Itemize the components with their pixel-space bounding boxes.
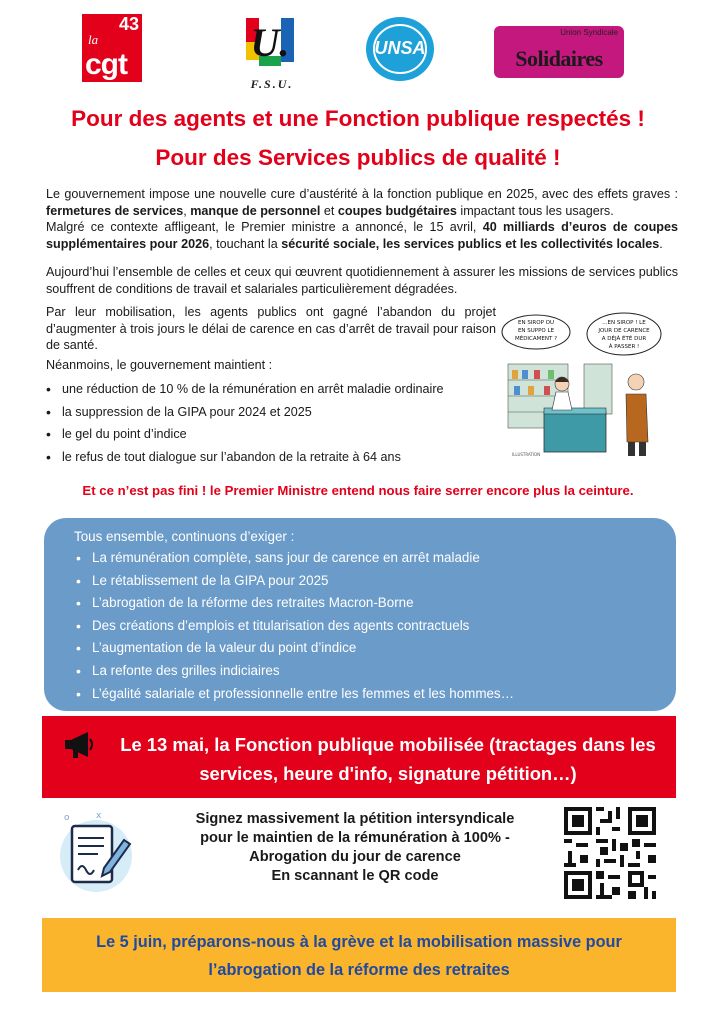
mobilisation-text: Le 13 mai, la Fonction publique mobilisée (tractages dans les services, heure d'info, signature pétition…) — [120, 734, 656, 784]
sub-title: Pour des Services publics de qualité ! — [155, 145, 561, 170]
p1-bold-2: manque de personnel — [190, 203, 321, 218]
svg-text:o: o — [64, 813, 70, 823]
demands-list — [74, 547, 676, 705]
measures-list — [46, 378, 486, 468]
p2-start: Malgré ce contexte affligeant, le Premier ministre a annoncé, le 15 avril, — [46, 220, 483, 234]
p1-end: impactant tous les usagers. — [456, 203, 614, 218]
p1-mid-2: et — [320, 203, 338, 218]
solidaires-logo-union: Union Syndicale — [560, 28, 618, 37]
demands-intro: Tous ensemble, continuons d’exiger : — [74, 529, 295, 544]
paragraph-austerity — [46, 186, 678, 219]
svg-text:ILLUSTRATION: ILLUSTRATION — [512, 452, 541, 457]
petition-document-icon — [56, 806, 136, 898]
p2-bold-1: 40 milliards d’euros de coupes supplémentaires pour 2026 — [46, 220, 678, 251]
petition-line-2: pour le maintien de la rémunération à 100% - — [200, 830, 510, 846]
svg-text:À PASSER !: À PASSER ! — [608, 344, 640, 350]
petition-line-1: Signez massivement la pétition intersyndicale — [195, 811, 515, 827]
unsa-logo-name: UNSA — [374, 38, 426, 58]
list-item: • Le rétablissement de la GIPA pour 2025 — [76, 570, 676, 593]
fsu-logo-name: F.S.U. — [250, 77, 294, 91]
solidaires-logo — [494, 26, 624, 78]
mobilisation-banner — [42, 716, 676, 798]
svg-text:JOUR DE CARENCE: JOUR DE CARENCE — [598, 328, 650, 334]
list-item: • La refonte des grilles indiciaires — [76, 660, 676, 683]
main-title: Pour des agents et une Fonction publique respectés ! — [71, 106, 645, 131]
fsu-logo — [240, 12, 304, 92]
p2-mid-1: , touchant la — [209, 236, 282, 251]
p1-mid-1: , — [183, 203, 191, 218]
svg-text:U.: U. — [250, 20, 290, 65]
paragraph-conditions: Aujourd’hui l’ensemble de celles et ceux qui œuvrent quotidiennement à assurer les missions de services publics souffrent de conditions de travail et salariales particulièrement dégradées. — [46, 265, 678, 296]
list-item: • le gel du point d’indice — [46, 423, 486, 446]
petition-line-4: En scannant le QR code — [271, 868, 439, 884]
paragraph-cuts — [46, 219, 678, 252]
svg-text:...EN SIROP ! LE: ...EN SIROP ! LE — [602, 320, 646, 326]
list-item: • La rémunération complète, sans jour de carence en arrêt maladie — [76, 547, 676, 570]
p2-end: . — [659, 236, 663, 251]
paragraph-mobilisation: Par leur mobilisation, les agents publics ont gagné l’abandon du projet d’augmenter à trois jours le délai de carence en cas d’arrêt de travail pour raison de santé. — [46, 305, 496, 352]
list-item: • L’égalité salariale et professionnelle entre les femmes et les hommes… — [76, 683, 676, 706]
pharmacy-cartoon — [500, 312, 662, 462]
list-item: • la suppression de la GIPA pour 2024 et 2025 — [46, 401, 486, 424]
strike-banner — [42, 918, 676, 992]
petition-line-3: Abrogation du jour de carence — [249, 849, 461, 865]
p1-bold-3: coupes budgétaires — [337, 203, 457, 218]
cgt-logo-la: la — [88, 32, 99, 47]
list-item: • L’augmentation de la valeur du point d’indice — [76, 637, 676, 660]
alert-message: Et ce n’est pas fini ! le Premier Ministre entend nous faire serrer encore plus la ceinture. — [82, 483, 634, 498]
qr-code[interactable] — [564, 806, 656, 900]
list-item: • Des créations d’emplois et titularisation des agents contractuels — [76, 615, 676, 638]
strike-line-2: l’abrogation de la réforme des retraites — [208, 961, 510, 979]
svg-text:MÉDICAMENT ?: MÉDICAMENT ? — [514, 336, 558, 342]
paragraph-maintains: Néanmoins, le gouvernement maintient : — [46, 358, 273, 372]
demands-box — [44, 518, 676, 711]
megaphone-icon — [64, 730, 96, 760]
list-item: • une réduction de 10 % de la rémunération en arrêt maladie ordinaire — [46, 378, 486, 401]
svg-text:A DÉJÀ ÉTÉ DUR: A DÉJÀ ÉTÉ DUR — [601, 336, 647, 342]
solidaires-logo-name: Solidaires — [515, 46, 603, 71]
p2-bold-2: sécurité sociale, les services publics et les collectivités locales — [281, 236, 660, 251]
union-logos — [0, 12, 716, 92]
p1-start: Le gouvernement impose une nouvelle cure d’austérité à la fonction publique en 2025, avec des effets graves : — [46, 187, 678, 201]
svg-text:EN SIROP OU: EN SIROP OU — [517, 320, 555, 326]
petition-text — [150, 810, 560, 886]
svg-text:x: x — [96, 811, 102, 821]
unsa-logo — [364, 16, 436, 82]
svg-text:EN SUPPO LE: EN SUPPO LE — [517, 328, 555, 334]
list-item: • L’abrogation de la réforme des retraites Macron-Borne — [76, 592, 676, 615]
cgt-logo — [82, 14, 142, 82]
cgt-logo-number: 43 — [118, 14, 139, 34]
cgt-logo-name: cgt — [85, 48, 127, 81]
list-item: • le refus de tout dialogue sur l’abandon de la retraite à 64 ans — [46, 446, 486, 469]
p1-bold-1: fermetures de services — [46, 203, 184, 218]
strike-line-1: Le 5 juin, préparons-nous à la grève et la mobilisation massive pour — [96, 933, 622, 951]
strike-text — [52, 928, 666, 984]
fsu-emblem-icon — [240, 12, 304, 74]
